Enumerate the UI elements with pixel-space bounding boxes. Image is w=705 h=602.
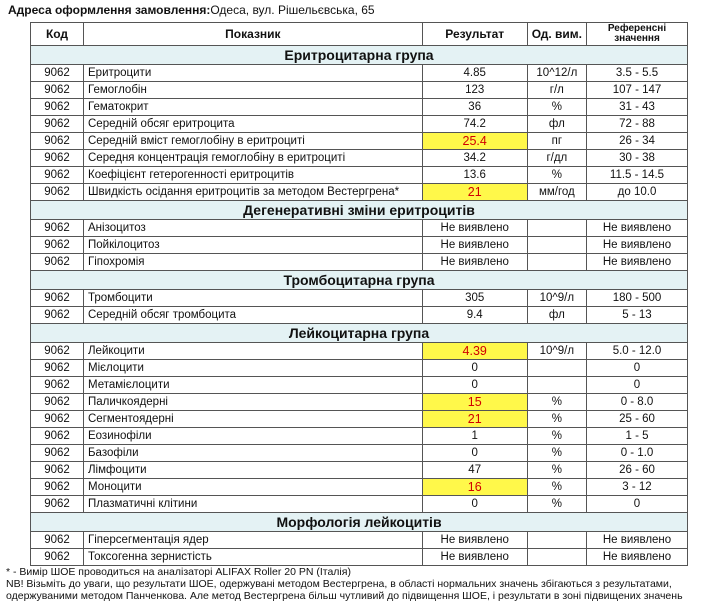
table-row xyxy=(31,167,688,184)
cell-code: 9062 xyxy=(31,343,84,360)
cell-code: 9062 xyxy=(31,307,84,324)
cell-code: 9062 xyxy=(31,65,84,82)
cell-result-flagged: 21 xyxy=(422,411,527,428)
cell-reference: 3 - 12 xyxy=(587,479,688,496)
cell-indicator: Пойкілоцитоз xyxy=(84,237,423,254)
order-address-value: Одеса, вул. Рішельєвська, 65 xyxy=(210,3,375,17)
cell-result: 305 xyxy=(422,290,527,307)
cell-indicator: Лімфоцити xyxy=(84,462,423,479)
table-row xyxy=(31,82,688,99)
cell-indicator: Паличкоядерні xyxy=(84,394,423,411)
table-row xyxy=(31,150,688,167)
cell-result: Не виявлено xyxy=(422,254,527,271)
cell-result: Не виявлено xyxy=(422,532,527,549)
table-row xyxy=(31,428,688,445)
footnote-line: одержуваними методом Панченкова. Але метод Вестергрена більш чутливий до підвищення ШОЕ, і результати в зоні підвищених значень xyxy=(6,590,683,602)
cell-code: 9062 xyxy=(31,394,84,411)
cell-code: 9062 xyxy=(31,411,84,428)
cell-result: 0 xyxy=(422,445,527,462)
cell-indicator: Середня концентрація гемоглобіну в еритроциті xyxy=(84,150,423,167)
cell-reference: Не виявлено xyxy=(587,549,688,566)
cell-indicator: Гематокрит xyxy=(84,99,423,116)
cell-code: 9062 xyxy=(31,428,84,445)
cell-indicator: Гемоглобін xyxy=(84,82,423,99)
cell-indicator: Лейкоцити xyxy=(84,343,423,360)
cell-indicator: Метамієлоцити xyxy=(84,377,423,394)
cell-reference: 31 - 43 xyxy=(587,99,688,116)
cell-code: 9062 xyxy=(31,549,84,566)
table-row xyxy=(31,116,688,133)
cell-indicator: Швидкість осідання еритроцитів за методом Вестергрена* xyxy=(84,184,423,201)
table-row xyxy=(31,549,688,566)
cell-result-flagged: 25.4 xyxy=(422,133,527,150)
table-body xyxy=(31,46,688,566)
cell-indicator: Анізоцитоз xyxy=(84,220,423,237)
cell-reference: 0 xyxy=(587,377,688,394)
table-row xyxy=(31,237,688,254)
table-row xyxy=(31,479,688,496)
cell-unit: фл xyxy=(527,307,586,324)
header-indicator: Показник xyxy=(84,23,423,46)
cell-reference: 25 - 60 xyxy=(587,411,688,428)
cell-indicator: Середній обсяг тромбоцита xyxy=(84,307,423,324)
cell-indicator: Еритроцити xyxy=(84,65,423,82)
cell-result: 36 xyxy=(422,99,527,116)
table-row xyxy=(31,290,688,307)
header-unit: Од. вим. xyxy=(527,23,586,46)
cell-indicator: Токсогенна зернистість xyxy=(84,549,423,566)
cell-unit xyxy=(527,377,586,394)
cell-code: 9062 xyxy=(31,82,84,99)
table-row xyxy=(31,462,688,479)
cell-unit: 10^12/л xyxy=(527,65,586,82)
cell-code: 9062 xyxy=(31,532,84,549)
cell-reference: 0 - 1.0 xyxy=(587,445,688,462)
cell-result: 9.4 xyxy=(422,307,527,324)
cell-reference: 11.5 - 14.5 xyxy=(587,167,688,184)
section-header-row xyxy=(31,271,688,290)
cell-unit: % xyxy=(527,167,586,184)
cell-unit: г/л xyxy=(527,82,586,99)
cell-unit: % xyxy=(527,445,586,462)
cell-indicator: Плазматичні клітини xyxy=(84,496,423,513)
cell-indicator: Сегментоядерні xyxy=(84,411,423,428)
section-header-row xyxy=(31,513,688,532)
section-header-row xyxy=(31,201,688,220)
cell-unit xyxy=(527,360,586,377)
cell-code: 9062 xyxy=(31,116,84,133)
cell-result: 4.85 xyxy=(422,65,527,82)
cell-reference: 3.5 - 5.5 xyxy=(587,65,688,82)
cell-unit: % xyxy=(527,99,586,116)
cell-result: 34.2 xyxy=(422,150,527,167)
cell-result-flagged: 15 xyxy=(422,394,527,411)
cell-unit xyxy=(527,220,586,237)
cell-reference: 1 - 5 xyxy=(587,428,688,445)
cell-result: Не виявлено xyxy=(422,220,527,237)
cell-indicator: Мієлоцити xyxy=(84,360,423,377)
cell-result: 13.6 xyxy=(422,167,527,184)
cell-unit: фл xyxy=(527,116,586,133)
section-title: Лейкоцитарна група xyxy=(31,324,688,343)
cell-reference: 5.0 - 12.0 xyxy=(587,343,688,360)
cell-code: 9062 xyxy=(31,220,84,237)
table-row xyxy=(31,445,688,462)
cell-result: Не виявлено xyxy=(422,237,527,254)
cell-result: 74.2 xyxy=(422,116,527,133)
table-row xyxy=(31,184,688,201)
table-header-row xyxy=(31,23,688,46)
cell-indicator: Середній вміст гемоглобіну в еритроциті xyxy=(84,133,423,150)
cell-result-flagged: 4.39 xyxy=(422,343,527,360)
cell-indicator: Середній обсяг еритроцита xyxy=(84,116,423,133)
cell-result-flagged: 21 xyxy=(422,184,527,201)
cell-reference: 72 - 88 xyxy=(587,116,688,133)
table-row xyxy=(31,360,688,377)
order-address-label: Адреса оформлення замовлення: xyxy=(8,3,211,17)
cell-unit xyxy=(527,237,586,254)
table-row xyxy=(31,532,688,549)
cell-code: 9062 xyxy=(31,445,84,462)
cell-unit: % xyxy=(527,428,586,445)
cell-reference: 0 - 8.0 xyxy=(587,394,688,411)
cell-indicator: Базофіли xyxy=(84,445,423,462)
cell-reference: 5 - 13 xyxy=(587,307,688,324)
cell-code: 9062 xyxy=(31,290,84,307)
cell-reference: Не виявлено xyxy=(587,237,688,254)
cell-code: 9062 xyxy=(31,479,84,496)
cell-reference: Не виявлено xyxy=(587,254,688,271)
cell-result: 0 xyxy=(422,360,527,377)
cell-code: 9062 xyxy=(31,150,84,167)
section-title: Тромбоцитарна група xyxy=(31,271,688,290)
cell-unit: % xyxy=(527,462,586,479)
cell-code: 9062 xyxy=(31,167,84,184)
order-address xyxy=(8,3,375,17)
cell-unit: % xyxy=(527,411,586,428)
table-row xyxy=(31,99,688,116)
header-result: Результат xyxy=(422,23,527,46)
cell-indicator: Гіперсегментація ядер xyxy=(84,532,423,549)
cell-result: 0 xyxy=(422,377,527,394)
footnotes xyxy=(6,566,701,602)
cell-unit: % xyxy=(527,496,586,513)
table-row xyxy=(31,377,688,394)
cell-reference: 0 xyxy=(587,496,688,513)
table-row xyxy=(31,394,688,411)
cell-unit: пг xyxy=(527,133,586,150)
section-header-row xyxy=(31,324,688,343)
cell-reference: до 10.0 xyxy=(587,184,688,201)
cell-code: 9062 xyxy=(31,496,84,513)
header-code: Код xyxy=(31,23,84,46)
section-title: Морфологія лейкоцитів xyxy=(31,513,688,532)
cell-indicator: Коефіцієнт гетерогенності еритроцитів xyxy=(84,167,423,184)
table-row xyxy=(31,133,688,150)
cell-reference: 26 - 60 xyxy=(587,462,688,479)
table-row xyxy=(31,496,688,513)
cell-unit: % xyxy=(527,394,586,411)
cell-code: 9062 xyxy=(31,360,84,377)
cell-code: 9062 xyxy=(31,254,84,271)
footnote-line: * - Вимір ШОЕ проводиться на аналізаторі ALIFAX Roller 20 PN (Італія) xyxy=(6,566,351,578)
cell-result: 0 xyxy=(422,496,527,513)
cell-unit: % xyxy=(527,479,586,496)
cell-result: 123 xyxy=(422,82,527,99)
cell-indicator: Тромбоцити xyxy=(84,290,423,307)
table-row xyxy=(31,220,688,237)
cell-code: 9062 xyxy=(31,133,84,150)
cell-reference: 30 - 38 xyxy=(587,150,688,167)
cell-reference: 180 - 500 xyxy=(587,290,688,307)
cell-unit xyxy=(527,549,586,566)
cell-indicator: Еозинофіли xyxy=(84,428,423,445)
cell-unit: 10^9/л xyxy=(527,343,586,360)
cell-indicator: Моноцити xyxy=(84,479,423,496)
cell-reference: Не виявлено xyxy=(587,532,688,549)
cell-code: 9062 xyxy=(31,377,84,394)
header-reference-line1: Референсні xyxy=(607,23,667,34)
table-row xyxy=(31,254,688,271)
section-title: Дегенеративні зміни еритроцитів xyxy=(31,201,688,220)
cell-unit xyxy=(527,532,586,549)
header-reference xyxy=(587,23,688,46)
table-row xyxy=(31,411,688,428)
cell-result: 47 xyxy=(422,462,527,479)
header-reference-line2: значення xyxy=(614,33,660,44)
footnote-line: NB! Візьміть до уваги, що результати ШОЕ, одержувані методом Вестергрена, в області нормальних значень збігаються з результатами, xyxy=(6,578,672,590)
cell-unit: 10^9/л xyxy=(527,290,586,307)
cell-reference: 0 xyxy=(587,360,688,377)
cell-reference: 26 - 34 xyxy=(587,133,688,150)
table-row xyxy=(31,307,688,324)
cell-indicator: Гіпохромія xyxy=(84,254,423,271)
cell-code: 9062 xyxy=(31,462,84,479)
section-header-row xyxy=(31,46,688,65)
cell-reference: Не виявлено xyxy=(587,220,688,237)
cell-unit xyxy=(527,254,586,271)
cell-code: 9062 xyxy=(31,99,84,116)
section-title: Еритроцитарна група xyxy=(31,46,688,65)
cell-code: 9062 xyxy=(31,184,84,201)
table-row xyxy=(31,65,688,82)
cell-unit: г/дл xyxy=(527,150,586,167)
results-table xyxy=(30,22,688,566)
cell-code: 9062 xyxy=(31,237,84,254)
cell-result: Не виявлено xyxy=(422,549,527,566)
table-row xyxy=(31,343,688,360)
cell-result: 1 xyxy=(422,428,527,445)
cell-result-flagged: 16 xyxy=(422,479,527,496)
cell-unit: мм/год xyxy=(527,184,586,201)
cell-reference: 107 - 147 xyxy=(587,82,688,99)
